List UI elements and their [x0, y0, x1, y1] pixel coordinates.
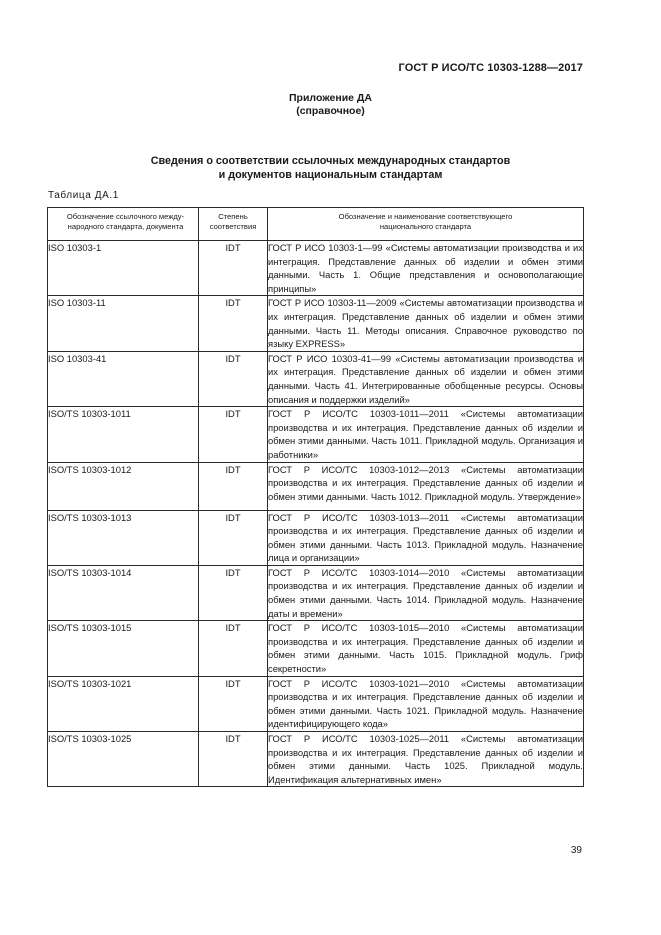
cell-national-standard: ГОСТ Р ИСО/ТС 10303-1025—2011 «Системы автоматизации производства и их интеграция. Представление данных об изделии и обмен этими данными. Часть 1025. Прикладной модуль. Идентификация альтернативных имен» — [268, 732, 584, 787]
cell-national-standard: ГОСТ Р ИСО/ТС 10303-1011—2011 «Системы автоматизации производства и их интеграция. Представление данных об изделии и обмен этими данными. Часть 1011. Прикладной модуль. Организация и работники» — [268, 407, 584, 462]
cell-national-standard: ГОСТ Р ИСО/ТС 10303-1013—2011 «Системы автоматизации производства и их интеграция. Представление данных об изделии и обмен этими данными. Часть 1013. Прикладной модуль. Назначение лица и организации» — [268, 510, 584, 565]
table-caption: Таблица ДА.1 — [48, 190, 119, 201]
cell-designation: ISO/TS 10303-1025 — [48, 732, 199, 787]
cell-designation: ISO/TS 10303-1014 — [48, 565, 199, 620]
cell-designation: ISO 10303-11 — [48, 296, 199, 351]
header-degree-line-1: Степень — [218, 212, 248, 221]
cell-national-standard: ГОСТ Р ИСО/ТС 10303-1012—2013 «Системы автоматизации производства и их интеграция. Представление данных об изделии и обмен этими данными. Часть 1012. Прикладной модуль. Утверждение» — [268, 462, 584, 510]
cell-degree: IDT — [199, 407, 268, 462]
table-row — [48, 565, 584, 620]
document-code: ГОСТ Р ИСО/ТС 10303-1288—2017 — [398, 62, 583, 74]
header-national-standard — [268, 208, 584, 241]
table-row — [48, 621, 584, 676]
cell-national-standard: ГОСТ Р ИСО 10303-1—99 «Системы автоматизации производства и их интеграция. Представление данных об изделии и обмен этими данными. Часть 1. Общие представления и основополагающие принципы» — [268, 241, 584, 296]
cell-national-standard: ГОСТ Р ИСО/ТС 10303-1014—2010 «Системы автоматизации производства и их интеграция. Представление данных об изделии и обмен этими данными. Часть 1014. Прикладной модуль. Назначение даты и времени» — [268, 565, 584, 620]
cell-degree: IDT — [199, 296, 268, 351]
section-title-line-1: Сведения о соответствии ссылочных международных стандартов — [150, 155, 511, 167]
table-row — [48, 241, 584, 296]
correspondence-table — [47, 207, 584, 787]
header-degree — [199, 208, 268, 241]
table-row — [48, 676, 584, 731]
appendix-heading — [0, 92, 661, 118]
header-degree-line-2: соответствия — [209, 222, 257, 231]
header-designation-line-1: Обозначение ссылочного между- — [66, 212, 185, 221]
cell-national-standard: ГОСТ Р ИСО 10303-11—2009 «Системы автоматизации производства и их интеграция. Представление данных об изделии и обмен этими данными. Часть 11. Методы описания. Справочное руководство по языку EXPRESS» — [268, 296, 584, 351]
table-row — [48, 732, 584, 787]
cell-designation: ISO 10303-41 — [48, 351, 199, 406]
cell-designation: ISO 10303-1 — [48, 241, 199, 296]
cell-designation: ISO/TS 10303-1011 — [48, 407, 199, 462]
header-designation-line-2: народного стандарта, документа — [67, 222, 184, 231]
header-designation — [48, 208, 199, 241]
cell-designation: ISO/TS 10303-1015 — [48, 621, 199, 676]
cell-degree: IDT — [199, 510, 268, 565]
header-national-line-2: национального стандарта — [379, 222, 472, 231]
table-row — [48, 407, 584, 462]
table-row — [48, 296, 584, 351]
header-national-line-1: Обозначение и наименование соответствующего — [338, 212, 513, 221]
cell-national-standard: ГОСТ Р ИСО/ТС 10303-1015—2010 «Системы автоматизации производства и их интеграция. Представление данных об изделии и обмен этими данными. Часть 1015. Прикладной модуль. Гриф секретности» — [268, 621, 584, 676]
cell-designation: ISO/TS 10303-1021 — [48, 676, 199, 731]
cell-national-standard: ГОСТ Р ИСО/ТС 10303-1021—2010 «Системы автоматизации производства и их интеграция. Представление данных об изделии и обмен этими данными. Часть 1021. Прикладной модуль. Назначение идентифицирующего кода» — [268, 676, 584, 731]
cell-degree: IDT — [199, 241, 268, 296]
table-row — [48, 351, 584, 406]
appendix-title: Приложение ДА — [289, 92, 372, 104]
section-title-line-2: и документов национальным стандартам — [218, 169, 443, 181]
cell-degree: IDT — [199, 732, 268, 787]
table-row — [48, 462, 584, 510]
cell-degree: IDT — [199, 462, 268, 510]
cell-designation: ISO/TS 10303-1013 — [48, 510, 199, 565]
cell-degree: IDT — [199, 565, 268, 620]
cell-degree: IDT — [199, 351, 268, 406]
appendix-subtitle: (справочное) — [296, 105, 365, 117]
table-header-row — [48, 208, 584, 241]
cell-designation: ISO/TS 10303-1012 — [48, 462, 199, 510]
cell-degree: IDT — [199, 676, 268, 731]
cell-degree: IDT — [199, 621, 268, 676]
section-title — [0, 154, 661, 182]
cell-national-standard: ГОСТ Р ИСО 10303-41—99 «Системы автоматизации производства и их интеграция. Представление данных об изделии и обмен этими данными. Часть 41. Интегрированные обобщенные ресурсы. Основы описания и поддержки изделий» — [268, 351, 584, 406]
page-number: 39 — [570, 845, 582, 856]
table-row — [48, 510, 584, 565]
